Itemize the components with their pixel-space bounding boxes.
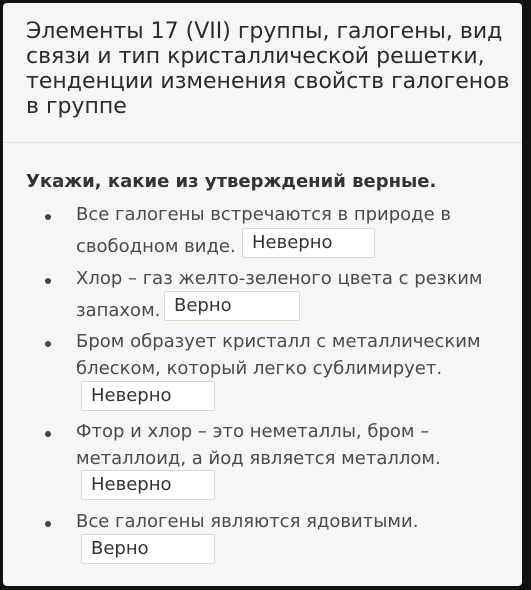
statement-4-line-2: металлоид, а йод является металлом. — [76, 448, 441, 469]
instruction-text: Укажи, какие из утверждений верные. — [26, 171, 437, 192]
question-card — [3, 3, 522, 586]
statement-5-answer-dropdown[interactable]: Верно — [81, 534, 215, 564]
statement-1-line-1: Все галогены встречаются в природе в — [76, 204, 452, 225]
statement-3-answer-dropdown[interactable]: Неверно — [81, 381, 215, 411]
statement-1-answer-dropdown[interactable]: Неверно — [242, 228, 375, 258]
statement-2-answer-dropdown[interactable]: Верно — [164, 291, 300, 321]
statement-2-line-1: Хлор – газ желто-зеленого цвета с резким — [76, 268, 483, 289]
bullet-icon — [45, 431, 51, 437]
statement-5-line-1: Все галогены являются ядовитыми. — [76, 511, 419, 532]
statement-1-line-2: свободном виде. — [76, 236, 236, 257]
statement-4-line-1: Фтор и хлор – это неметаллы, бром – — [76, 421, 430, 442]
statement-3-line-1: Бром образует кристалл с металлическим — [76, 331, 481, 352]
bullet-icon — [45, 214, 51, 220]
statement-list — [3, 3, 522, 586]
statement-3-line-2: блеском, который легко сублимирует. — [76, 358, 443, 379]
statement-4-answer-dropdown[interactable]: Неверно — [81, 470, 215, 500]
bullet-icon — [45, 521, 51, 527]
bullet-icon — [45, 278, 51, 284]
task-title: Элементы 17 (VII) группы, галогены, вид связи и тип кристаллической решетки, тенденции изменения свойств галогенов в группе — [26, 19, 510, 119]
statement-2-line-2: запахом. — [76, 300, 161, 321]
bullet-icon — [45, 341, 51, 347]
